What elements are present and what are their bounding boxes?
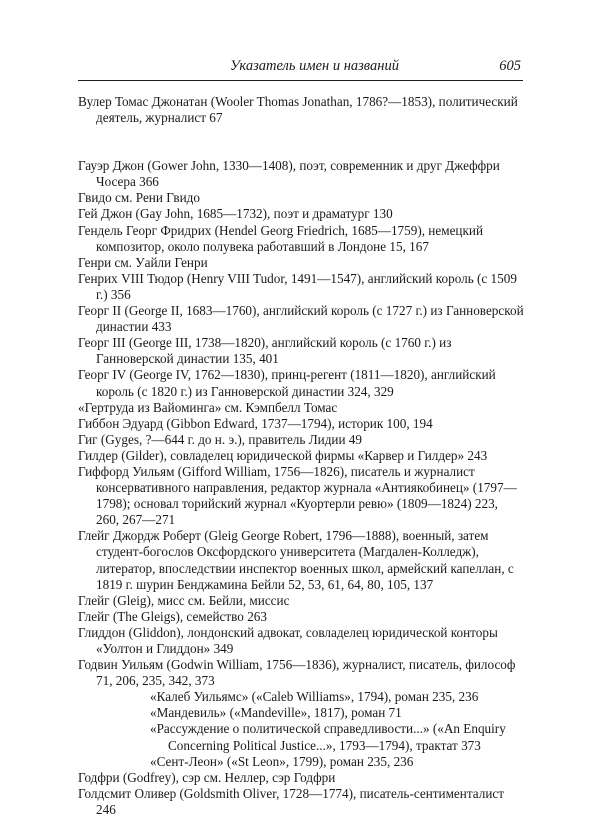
index-body (78, 94, 524, 818)
page-number: 605 (499, 58, 521, 74)
index-subentry: «Мандевиль» («Mandeville», 1817), роман 71 (150, 705, 402, 721)
index-entry: «Гертруда из Вайоминга» см. Кэмпбелл Томас (78, 399, 338, 415)
index-entry: Вулер Томас Джонатан (Wooler Thomas Jonathan, 1786?—1853), политический деятель, журналист 67 (78, 94, 518, 126)
index-entry: Гей Джон (Gay John, 1685—1732), поэт и драматург 130 (78, 206, 393, 222)
index-entry: Глейг (The Gleigs), семейство 263 (78, 608, 267, 624)
index-entry: Глиддон (Gliddon), лондонский адвокат, совладелец юридической конторы «Уолтон и Глиддон» 349 (78, 624, 498, 656)
index-entry: Годвин Уильям (Godwin William, 1756—1836), журналист, писатель, философ 71, 206, 235, 342, 373 (78, 657, 516, 689)
index-entry: Гвидо см. Рени Гвидо (78, 190, 200, 206)
index-entry: Гиг (Gyges, ?—644 г. до н. э.), правитель Лидии 49 (78, 431, 362, 447)
index-entry: Генрих VIII Тюдор (Henry VIII Tudor, 1491—1547), английский король (с 1509 г.) 356 (78, 270, 517, 302)
index-entry: Георг IV (George IV, 1762—1830), принц-регент (1811—1820), английский король (с 1820 г.) из Ганноверской династии 324, 329 (78, 367, 496, 399)
running-title: Указатель имен и названий (230, 58, 399, 74)
index-entry: Гиффорд Уильям (Gifford William, 1756—1826), писатель и журналист консервативного направления, редактор журнала «Антиякобинец» (1797—1798); основал торийский журнал «Куортерли ревю» (1809—1824) 223, 260, 267—271 (78, 463, 517, 528)
index-entry: Гауэр Джон (Gower John, 1330—1408), поэт, современник и друг Джеффри Чосера 366 (78, 158, 500, 190)
letter-gap (78, 126, 524, 158)
header-rule (78, 80, 523, 81)
running-header (78, 58, 523, 78)
index-entry: Годфри (Godfrey), сэр см. Неллер, сэр Годфри (78, 769, 336, 785)
index-entry: Гиббон Эдуард (Gibbon Edward, 1737—1794), историк 100, 194 (78, 415, 433, 431)
index-entry: Георг II (George II, 1683—1760), английский король (с 1727 г.) из Ганноверской династии 433 (78, 303, 524, 335)
index-subentry: «Рассуждение о политической справедливости...» («An Enquiry Concerning Political Justice...», 1793—1794), трактат 373 (150, 721, 506, 753)
index-entry: Голдсмит Оливер (Goldsmith Oliver, 1728—1774), писатель-сентименталист 246 (78, 785, 504, 817)
index-entry: Гилдер (Gilder), совладелец юридической фирмы «Карвер и Гилдер» 243 (78, 447, 488, 463)
index-entry: Гендель Георг Фридрих (Hendel Georg Friedrich, 1685—1759), немецкий композитор, около полувека работавший в Лондоне 15, 167 (78, 222, 483, 254)
index-entry: Глейг Джордж Роберт (Gleig George Robert, 1796—1888), военный, затем студент-богослов Оксфордского университета (Магдален-Колледж), литератор, впоследствии инспектор военных школ, армейский капеллан, с 1819 г. шурин Бенджамина Бейли 52, 53, 61, 64, 80, 105, 137 (78, 528, 514, 592)
index-entry: Глейг (Gleig), мисс см. Бейли, миссис (78, 592, 290, 608)
index-subentry: «Сент-Леон» («St Leon», 1799), роман 235, 236 (150, 753, 414, 769)
index-subentry: «Калеб Уильямс» («Caleb Williams», 1794), роман 235, 236 (150, 689, 479, 705)
index-entry: Генри см. Уайли Генри (78, 254, 208, 270)
index-entry: Георг III (George III, 1738—1820), английский король (с 1760 г.) из Ганноверской династии 135, 401 (78, 335, 452, 367)
